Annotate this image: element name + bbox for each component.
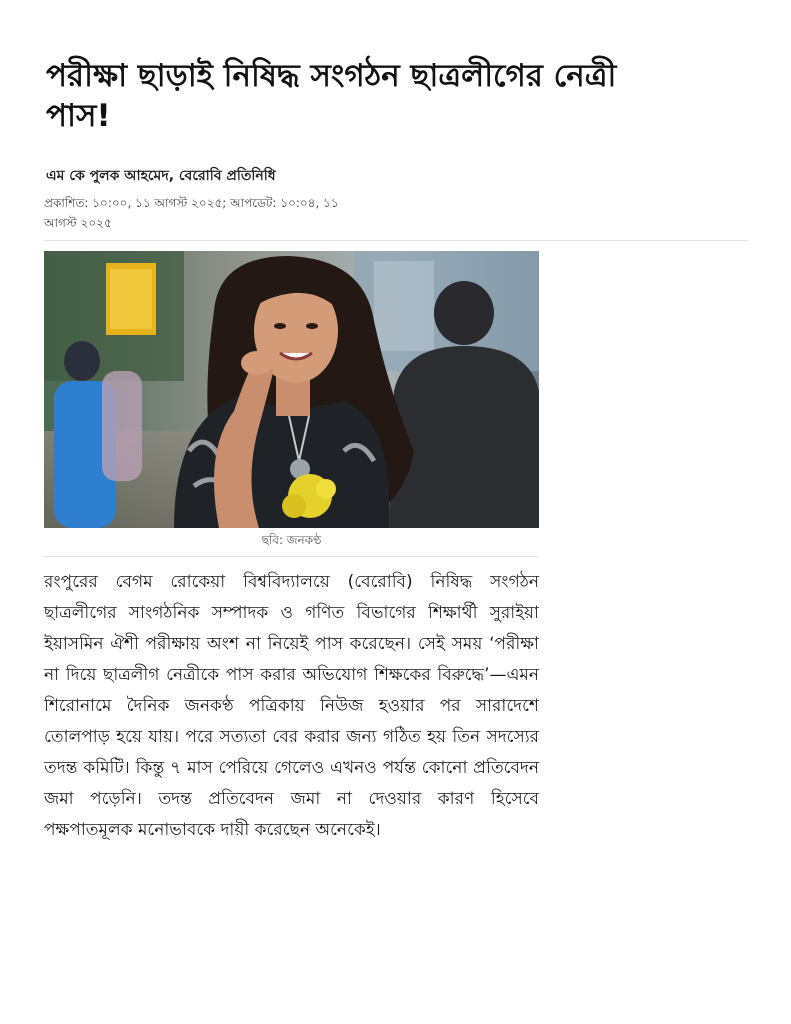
publish-timestamp: প্রকাশিত: ১০:০০, ১১ আগস্ট ২০২৫; আপডেট: ১০:০৪, ১১ আগস্ট ২০২৫ bbox=[44, 196, 339, 230]
article-headline: পরীক্ষা ছাড়াই নিষিদ্ধ সংগঠন ছাত্রলীগের নেত্রী পাস! bbox=[46, 58, 617, 134]
article-photo[interactable] bbox=[44, 251, 539, 528]
caption-divider bbox=[44, 556, 539, 557]
article-body: রংপুরের বেগম রোকেয়া বিশ্ববিদ্যালয়ে (বেরোবি) নিষিদ্ধ সংগঠন ছাত্রলীগের সাংগঠনিক সম্পাদক ও গণিত বিভাগের শিক্ষার্থী সুরাইয়া ইয়াসমিন ঐশী পরীক্ষায় অংশ না নিয়েই পাস করেছেন। সেই সময় ‘পরীক্ষা না দিয়ে ছাত্রলীগ নেত্রীকে পাস করার অভিযোগ শিক্ষকের বিরুদ্ধে’—এমন শিরোনামে দৈনিক জনকণ্ঠ পত্রিকায় নিউজ হওয়ার পর সারাদেশে তোলপাড় হয়ে যায়। পরে সত্যতা বের করার জন্য গঠিত হয় তিন সদস্যের তদন্ত কমিটি। কিন্তু ৭ মাস পেরিয়ে গেলেও এখনও পর্যন্ত কোনো প্রতিবেদন জমা পড়েনি। তদন্ত প্রতিবেদন জমা না দেওয়ার কারণ হিসেবে পক্ষপাতমূলক মনোভাবকে দায়ী করেছেন অনেকেই। bbox=[44, 572, 539, 840]
photo-caption: ছবি: জনকণ্ঠ bbox=[261, 533, 322, 547]
divider bbox=[44, 240, 748, 241]
article-byline[interactable]: এম কে পুলক আহমেদ, বেরোবি প্রতিনিধি bbox=[46, 168, 276, 184]
article-photo-illustration bbox=[44, 251, 539, 528]
